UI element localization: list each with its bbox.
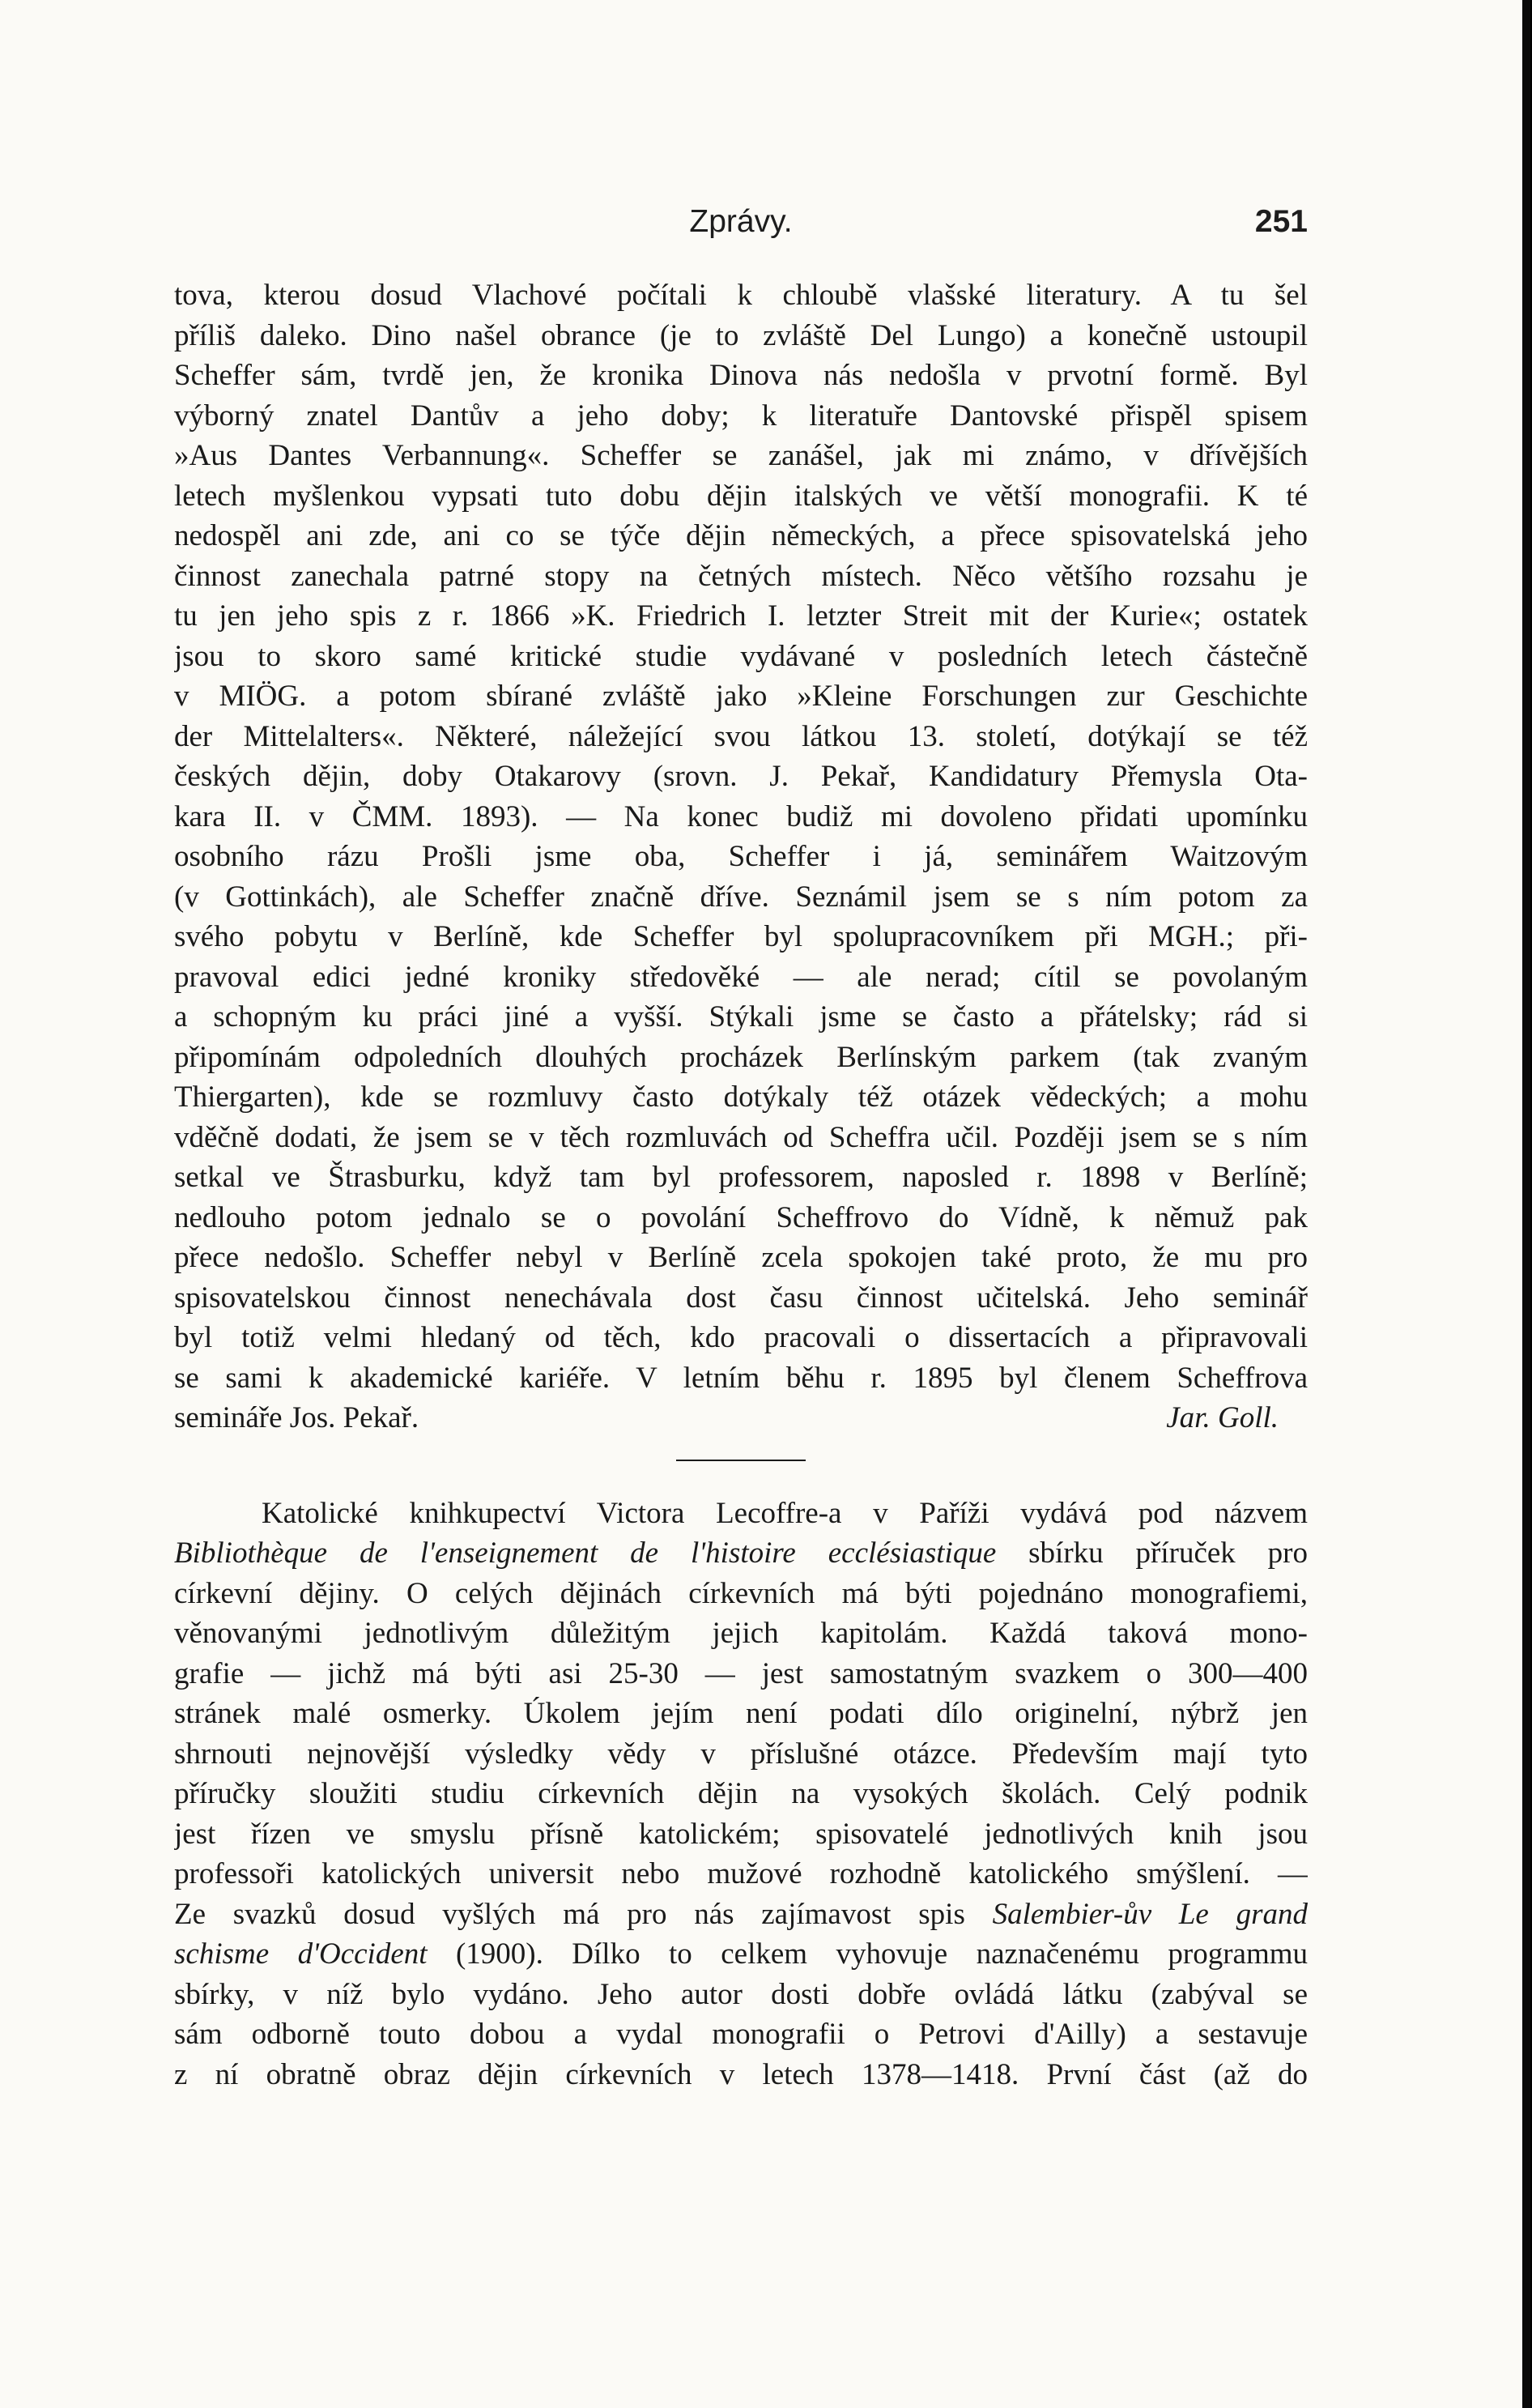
text-line: nedospěl ani zde, ani co se týče dějin německých, a přece spisovatelská jeho — [174, 519, 1308, 552]
text-fragment: sbírku příruček pro — [996, 1536, 1308, 1570]
text-line: Thiergarten), kde se rozmluvy často dotýkaly též otázek vědeckých; a mohu — [174, 1080, 1308, 1114]
text-fragment: Ze svazků dosud vyšlých má pro nás zajímavost spis — [174, 1897, 993, 1931]
text-line: jsou to skoro samé kritické studie vydávané v posledních letech částečně — [174, 639, 1308, 673]
body-text — [174, 275, 1308, 2095]
text-line: připomínám odpoledních dlouhých procházek Berlínským parkem (tak zvaným — [174, 1040, 1308, 1074]
header-title: Zprávy. — [689, 204, 793, 239]
text-line: spisovatelskou činnost nenechávala dost času činnost učitelská. Jeho seminář — [174, 1281, 1308, 1315]
text-fragment: (1900). Dílko to celkem vyhovuje naznačenému programmu — [427, 1937, 1308, 1971]
text-line: kara II. v ČMM. 1893). — Na konec budiž mi dovoleno přidati upomínku — [174, 799, 1308, 833]
book-title-part: Salembier-ův Le grand — [992, 1897, 1308, 1931]
text-line: setkal ve Štrasburku, když tam byl professorem, naposled r. 1898 v Berlíně; — [174, 1161, 1308, 1194]
text-line: der Mittelalters«. Některé, náležející svou látkou 13. století, dotýkají se též — [174, 719, 1308, 753]
text-line: sám odborně touto dobou a vydal monografii o Petrovi d'Ailly) a sestavuje — [174, 2018, 1308, 2051]
text-line: sbírky, v níž bylo vydáno. Jeho autor dosti dobře ovládá látku (zabýval se — [174, 1977, 1308, 2011]
text-line: pravoval edici jedné kroniky středověké — ale nerad; cítil se povolaným — [174, 960, 1308, 994]
text-line: přece nedošlo. Scheffer nebyl v Berlíně zcela spokojen také proto, že mu pro — [174, 1241, 1308, 1274]
text-line: vděčně dodati, že jsem se v těch rozmluvách od Scheffra učil. Později jsem se s ním — [174, 1120, 1308, 1154]
book-title-part: schisme d'Occident — [174, 1937, 428, 1971]
text-line: grafie — jichž má býti asi 25-30 — jest samostatným svazkem o 300—400 — [174, 1656, 1308, 1690]
text-line: se sami k akademické kariéře. V letním běhu r. 1895 byl členem Scheffrova — [174, 1361, 1308, 1395]
text-line: příliš daleko. Dino našel obrance (je to zvláště Del Lungo) a konečně ustoupil — [174, 318, 1308, 352]
text-line: byl totiž velmi hledaný od těch, kdo pracovali o dissertacích a připravovali — [174, 1321, 1308, 1354]
text-line: professoři katolických universit nebo mužové rozhodně katolického smýšlení. — — [174, 1857, 1308, 1890]
section-divider — [676, 1460, 806, 1461]
text-line — [174, 1533, 1308, 1574]
running-header — [174, 204, 1308, 245]
text-line: (v Gottinkách), ale Scheffer značně dříve. Seznámil jsem se s ním potom za — [174, 880, 1308, 914]
article-scheffer-obituary — [174, 275, 1308, 1438]
text-line: výborný znatel Dantův a jeho doby; k literatuře Dantovské přispěl spisem — [174, 398, 1308, 433]
text-line: nedlouho potom jednalo se o povolání Scheffrovo do Vídně, k němuž pak — [174, 1200, 1308, 1234]
text-line: stránek malé osmerky. Úkolem jejím není podati dílo originelní, nýbrž jen — [174, 1697, 1308, 1730]
text-line: a schopným ku práci jiné a vyšší. Stýkali jsme se často a přátelsky; rád si — [174, 1000, 1308, 1034]
signature-line — [174, 1398, 1308, 1438]
page-number: 251 — [1254, 204, 1308, 239]
text-line: osobního rázu Prošli jsme oba, Scheffer i já, seminářem Waitzovým — [174, 840, 1308, 873]
text-line: jest řízen ve smyslu přísně katolickém; spisovatelé jednotlivých knih jsou — [174, 1817, 1308, 1851]
text-line: letech myšlenkou vypsati tuto dobu dějin italských ve větší monografii. K té — [174, 479, 1308, 513]
text-line: Scheffer sám, tvrdě jen, že kronika Dinova nás nedošla v prvotní formě. Byl — [174, 359, 1308, 392]
text-line: Katolické knihkupectví Victora Lecoffre-a v Paříži vydává pod názvem — [262, 1496, 1308, 1530]
text-line: tu jen jeho spis z r. 1866 »K. Friedrich I. letzter Streit mit der Kurie«; ostatek — [174, 599, 1308, 633]
text-line: shrnouti nejnovější výsledky vědy v příslušné otázce. Především mají tyto — [174, 1737, 1308, 1771]
article-lecoffre-bibliotheque — [174, 1494, 1308, 2095]
book-series-title: Bibliothèque de l'enseignement de l'histoire ecclésiastique — [174, 1536, 997, 1570]
text-line: věnovanými jednotlivým důležitým jejich kapitolám. Každá taková mono- — [174, 1617, 1308, 1650]
text-line: v MIÖG. a potom sbírané zvláště jako »Kleine Forschungen zur Geschichte — [174, 680, 1308, 713]
text-line: »Aus Dantes Verbannung«. Scheffer se zanášel, jak mi známo, v dřívějších — [174, 439, 1308, 472]
text-line: tova, kterou dosud Vlachové počítali k chloubě vlašské literatury. A tu šel — [174, 279, 1308, 312]
last-text-line: semináře Jos. Pekař. — [174, 1401, 419, 1434]
text-line: svého pobytu v Berlíně, kde Scheffer byl spolupracovníkem při MGH.; při- — [174, 920, 1308, 953]
text-line: příručky sloužiti studiu církevních dějin na vysokých školách. Celý podnik — [174, 1777, 1308, 1810]
text-line: českých dějin, doby Otakarovy (srovn. J. Pekař, Kandidatury Přemysla Ota- — [174, 760, 1308, 793]
text-line: činnost zanechala patrné stopy na četných místech. Něco většího rozsahu je — [174, 559, 1308, 593]
text-line: církevní dějiny. O celých dějinách církevních má býti pojednáno monografiemi, — [174, 1576, 1308, 1610]
text-line — [174, 1934, 1308, 1975]
text-line: z ní obratně obraz dějin církevních v letech 1378—1418. První část (až do — [174, 2057, 1308, 2091]
text-line — [174, 1894, 1308, 1935]
author-signature: Jar. Goll. — [1166, 1401, 1279, 1434]
